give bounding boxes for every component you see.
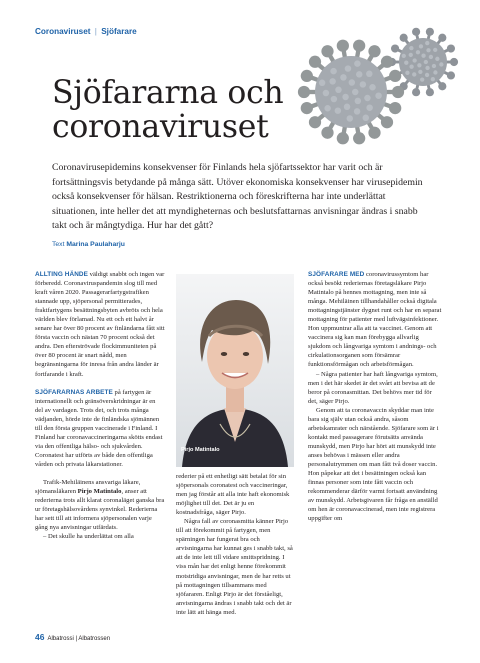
paragraph-lead-in: SJÖFARARNAS ARBETE (35, 388, 113, 396)
paragraph-lead-in: ALLTING HÄNDE (35, 271, 89, 278)
title-line-1: Sjöfararna och (52, 75, 284, 111)
subsection-label: Sjöfarare (101, 27, 137, 36)
column-1 (35, 270, 165, 550)
paragraph: SJÖFARARE MED coronavirussymtom har också besökt rederiernas företagsläkare Pirjo Matintalo på hennes mottagning, men inte så många. Mehiläinen tillhandahåller också digitala mottagningstjänster dygnet runt och har en separat mottagning för patienter med luftvägsinfektioner. Hon uppmuntrar alla att ta vaccinet. Genom att vaccinera sig kan man förebygga allvarlig sjukdom och långvariga symtom i andnings- och cirkulationsorganen som försämrar funktionsförmågan och arbetsförmågan. (308, 271, 442, 369)
person-name: Pirjo Matintalo (77, 488, 122, 496)
title-line-2: coronaviruset (52, 109, 269, 145)
publication-name: Albatrossi | Albatrossen (47, 636, 111, 642)
paragraph: – Några patienter har haft långvariga symtom, men i det här skedet är det svårt att bevisa att de beror på coronasmittan. Det behövs mer tid för det, säger Pirjo. (308, 370, 438, 405)
paragraph: rederier på ett enhetligt sätt betalat för sin sjöpersonals coronatest och vaccineringar, men jag förstår att alla inte haft ekonomisk möjlighet till det. Det är ju en kostnadsfråga, säger Pirjo. (176, 473, 290, 517)
paragraph-lead-in: SJÖFARARE MED (308, 271, 365, 278)
paragraph: Genom att ta coronavaccin skyddar man inte bara sig själv utan också andra, såsom arbetskamrater och närstående. Sjöfarare som är i kontakt med passagerare förutsätts använda munskydd, men Pirjo har hört att munskydd inte anses behövas i mässen eller andra personalutrymmen om man fått två doser vaccin. Hon påpekar att det i besättningen också kan finnas personer som inte fått vaccin och rekommenderar därför varmt fortsatt användning av munskydd. Arbetsgivaren får fråga en anställd om hen är coronavaccinerad, men inte registrera uppgifter om (308, 406, 439, 523)
section-label: Coronaviruset (35, 27, 91, 36)
lead-paragraph: Coronavirusepidemins konsekvenser för Finlands hela sjöfartssektor har varit och är fortsättningsvis betydande på många sätt. Utöver ekonomiska konsekvenser har virusepidemin också konsekvenser för hälsan. Restriktionerna och föreskrifterna har inte underlättat situationen, inte heller det att myndigheternas och beslutsfattarnas anvisningar ändras i snabb takt och är mångtydiga. Hur har det gått? (52, 162, 423, 231)
portrait-photo (176, 274, 294, 467)
column-3 (308, 270, 443, 532)
paragraph: Trafik-Mehiläinens ansvariga läkare, sjömansläkaren Pirjo Matintalo, anser att rederierna trots allt klarat coronaläget ganska bra ur företagshälsovårdens synvinkel. Rederierna har sett till att informera sjöpersonalen varje gång nya anvisningar utfärdats. (35, 478, 165, 532)
column-2 (176, 472, 294, 626)
photo-caption: Pirjo Matintalo (181, 447, 220, 453)
byline (52, 241, 125, 248)
page-title (52, 76, 352, 144)
paragraph: – Det skulle ha underlättat om alla (43, 533, 134, 541)
paragraph: ALLTING HÄNDE väldigt snabbt och ingen var förberedd. Coronaviruspandemin slog till med kraft våren 2020. Passagerarfartygstrafiken stannade upp, sjöpersonal permitterades, fraktfartygens besättningsbyten avbröts och hela världen blev förlamad. Nu ett och ett halvt år senare har över 80 procent av finländarna fått sitt första vaccin och nästan 70 procent också det andra. Den efterströvade flockimmuniteten på över 80 procent är snart nådd, men begränsningarna för inresa från andra länder är fortfarande i kraft. (35, 271, 165, 378)
paragraph: Några fall av coronasmitta känner Pirjo till att förekommit på fartygen, men spärningen har fungerat bra och arvisningarna har kunnat ges i snabb takt, så att de inte lett till vidare smittspridning. I viss mån har det enligt henne förekommit motstridiga anvisningar, men de har retts ut på mottagningen tillsammans med sjöfararen. Enligt Pirjo är det förståeligt, anvisningarna ändras i snabb takt och det är inte lätt att hänga med. (176, 518, 293, 616)
section-tag: Coronaviruset | Sjöfarare (35, 27, 137, 36)
page-footer (35, 632, 110, 642)
paragraph: SJÖFARARNAS ARBETE på fartygen är internationellt och gränsöverskridningar är en del av vardagen. Trots det, och trots många vädjanden, hörde inte de finländska sjömännen till den första gruppen vaccinerade i Finland. I Finland har coronavaccineringarna skötts endast via den offentliga hälso- och sjukvården. Coronatest har utförts av både den offentliga vården och privata läkarstationer. (35, 388, 163, 468)
portrait-image (176, 274, 294, 467)
page-number: 46 (35, 632, 45, 642)
byline-label: Text (52, 241, 65, 248)
byline-author: Marina Paulaharju (66, 241, 125, 248)
